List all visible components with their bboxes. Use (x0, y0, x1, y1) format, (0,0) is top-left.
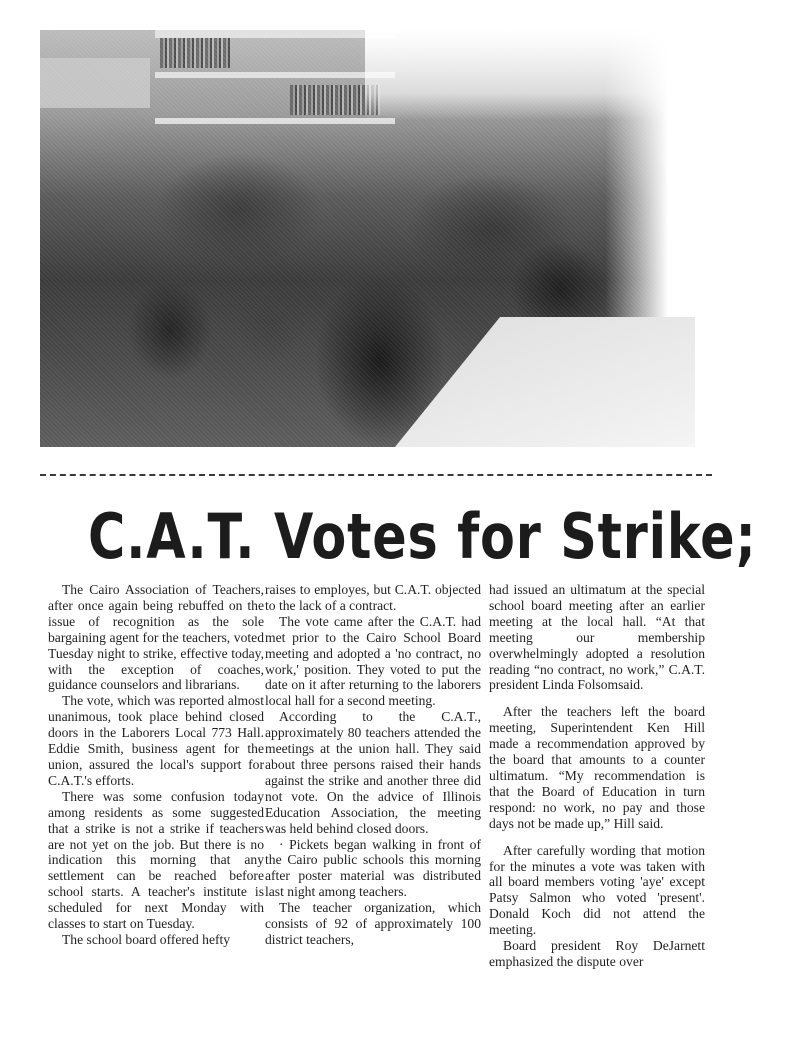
bookshelf-books (290, 85, 380, 115)
article-column-1 (48, 582, 264, 948)
section-divider (40, 474, 712, 476)
paragraph: There was some confusion today among residents as some suggested that a strike is not a strike if teachers are not yet on the job. But there is no indication this morning that any settlement can be reached before school starts. A teacher's institute is scheduled for next Monday with classes to start on Tuesday. (48, 788, 264, 932)
meeting-table (395, 317, 695, 447)
paragraph: The vote, which was reported almost unanimous, took place behind closed doors in the Laborers Local 773 Hall. Eddie Smith, business agent for the union, assured the local's support for C.A.T.'s efforts. (48, 693, 264, 788)
photo-highlight (365, 30, 695, 120)
paragraph: The school board offered hefty (62, 931, 231, 947)
paragraph: raises to employes, but C.A.T. objected to the lack of a contract. (265, 582, 481, 613)
bookshelf-books (160, 38, 230, 68)
paragraph: After the teachers left the board meeting, Superintendent Ken Hill made a recommendation approved by the board that amounts to a counter ultimatum. “My recommendation is that the Board of Education in turn respond: no work, no pay and those days not be made up,” Hill said. (489, 704, 705, 831)
photo-fade-edge (605, 30, 695, 447)
meeting-photo (40, 30, 695, 447)
bookshelf-top (155, 30, 395, 38)
paragraph: The Cairo Association of Teachers, after once again being rebuffed on the issue of recognition as the sole bargaining agent for the teachers, voted Tuesday night to strike, effective today, with the exception of coaches, guidance counselors and librarians. (48, 582, 264, 693)
article-headline: C.A.T. Votes for Strike; (88, 500, 757, 573)
article-column-3 (489, 582, 705, 970)
wall-panel (40, 58, 150, 108)
bookshelf-shelf (155, 72, 395, 78)
paragraph: Board president Roy DeJarnett emphasized the dispute over (489, 938, 705, 969)
paragraph: had issued an ultimatum at the special school board meeting after an earlier meeting at the local hall. “At that meeting our membership overwhelmingly adopted a resolution reading “no contract, no work,” C.A.T. president Linda Folsomsaid. (489, 582, 705, 693)
paragraph: The vote came after the C.A.T. had met prior to the Cairo School Board meeting and adopted a 'no contract, no work,' position. They voted to put the date on it after returning to the laborers local hall for a second meeting. (265, 613, 481, 709)
article-column-2 (265, 582, 481, 948)
paragraph: The teacher organization, which consists of 92 of approximately 100 district teachers, (265, 900, 481, 947)
paragraph: After carefully wording that motion for the minutes a vote was taken with all board members voting 'aye' except Patsy Salmon who voted 'present'. Donald Koch did not attend the meeting. (489, 842, 705, 938)
bookshelf-shelf (155, 118, 395, 124)
paragraph: · Pickets began walking in front of the Cairo public schools this morning after poster material was distributed last night among teachers. (265, 836, 481, 900)
paragraph: According to the C.A.T., approximately 80 teachers attended the meetings at the union hall. They said about three persons raised their hands against the strike and another three did not vote. On the advice of Illinois Education Association, the meeting was held behind closed doors. (265, 709, 481, 836)
